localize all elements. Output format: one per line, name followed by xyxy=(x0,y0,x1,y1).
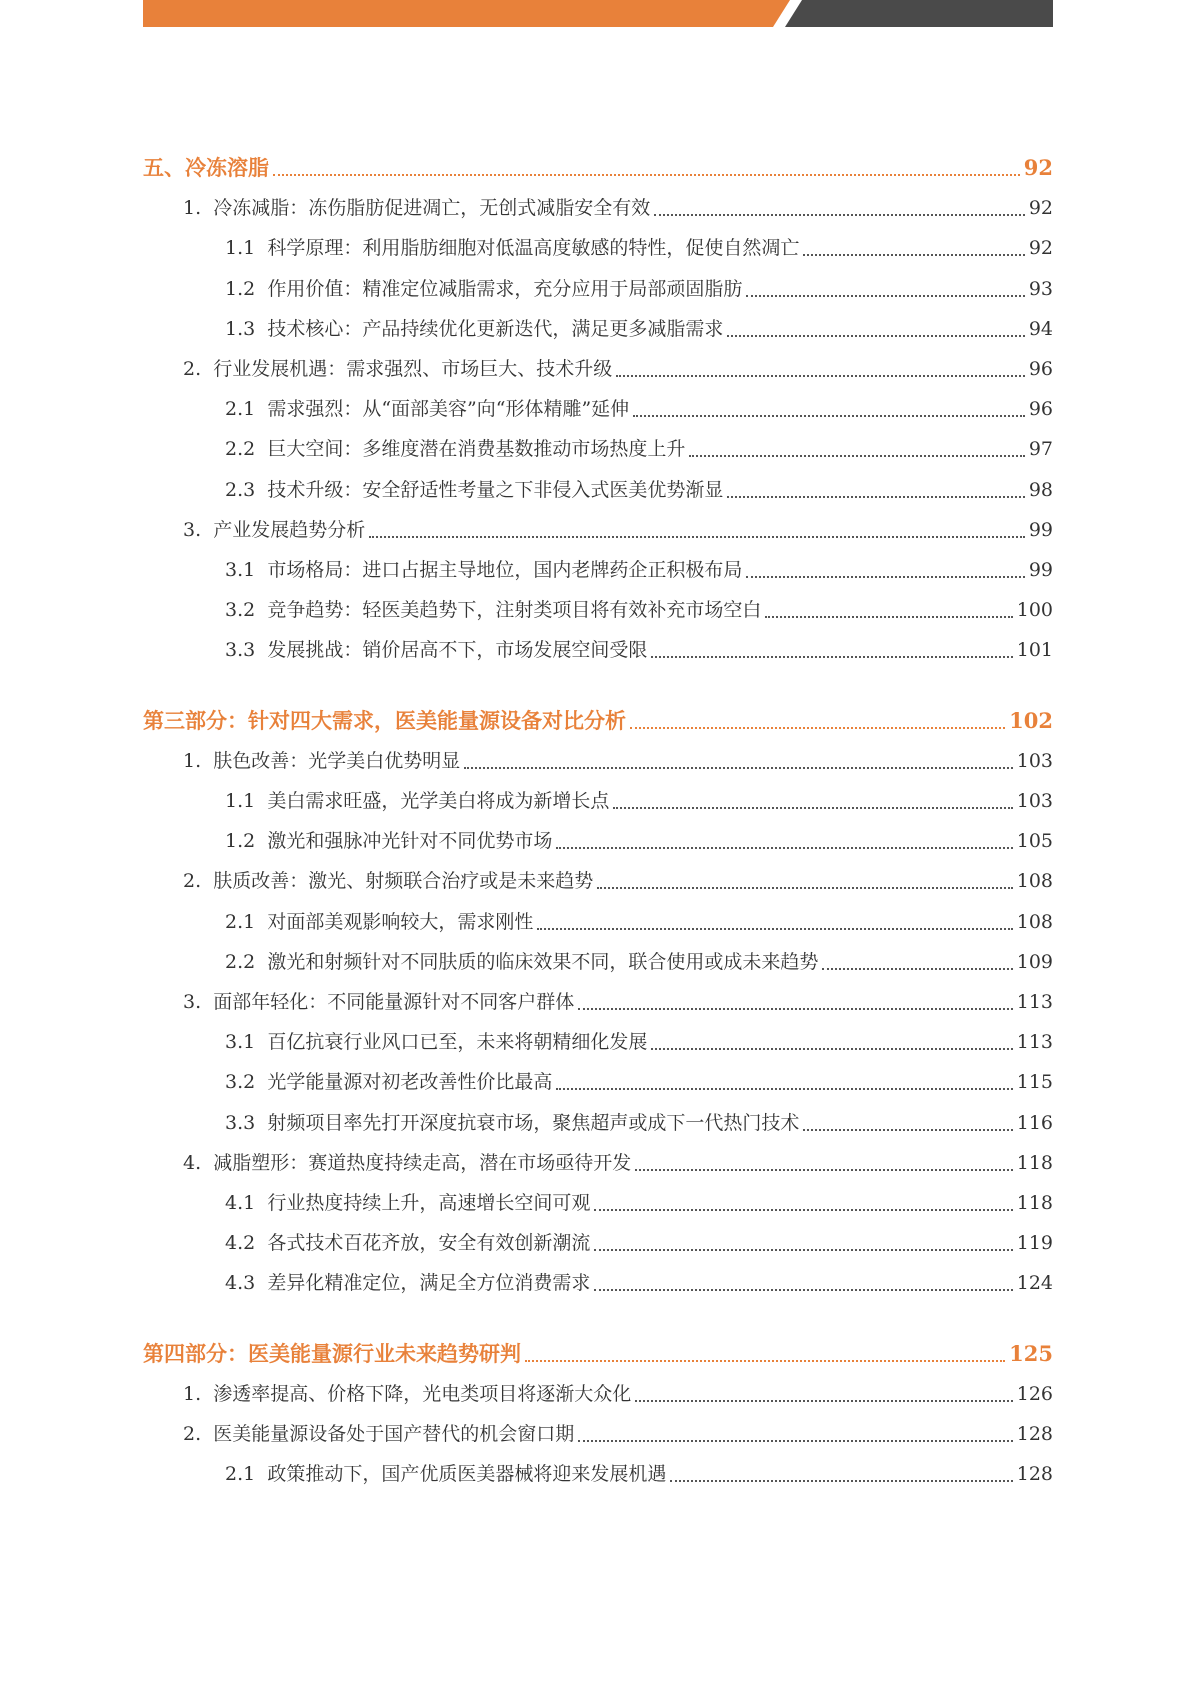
toc-sub-entry xyxy=(225,396,633,422)
toc-sub-entry xyxy=(225,788,613,814)
toc-chapter-row[interactable] xyxy=(183,748,1053,774)
toc-number: 3.2 xyxy=(225,599,256,621)
toc-sub-row[interactable] xyxy=(225,1110,1053,1136)
toc-sub-entry xyxy=(225,557,746,583)
toc-sub-entry xyxy=(225,436,689,462)
dot-leader xyxy=(746,575,1024,578)
dot-leader xyxy=(556,846,1012,849)
dot-leader xyxy=(594,1248,1012,1251)
toc-page-number: 99 xyxy=(1028,559,1053,581)
dot-leader xyxy=(616,374,1025,377)
toc-page-number: 98 xyxy=(1028,479,1053,501)
toc-page-number: 125 xyxy=(1009,1341,1053,1366)
dot-leader xyxy=(651,1047,1012,1050)
toc-page-number: 113 xyxy=(1016,991,1053,1013)
toc-chapter-entry xyxy=(183,517,369,543)
toc-title: 市场格局：进口占据主导地位，国内老牌药企正积极布局 xyxy=(267,559,743,581)
dot-leader xyxy=(369,535,1025,538)
toc-page-number: 94 xyxy=(1028,318,1053,340)
dot-leader xyxy=(613,806,1012,809)
toc-sub-row[interactable] xyxy=(225,788,1053,814)
toc-number: 1. xyxy=(183,750,202,772)
dot-leader xyxy=(803,253,1024,256)
toc-number: 1.3 xyxy=(225,318,256,340)
toc-number: 2.2 xyxy=(225,951,256,973)
toc-sub-entry xyxy=(225,909,537,935)
toc-sub-entry xyxy=(225,477,727,503)
toc-chapter-row[interactable] xyxy=(183,1150,1053,1176)
toc-title: 政策推动下，国产优质医美器械将迎来发展机遇 xyxy=(267,1463,667,1485)
toc-section-row[interactable] xyxy=(143,1341,1053,1367)
toc-title: 发展挑战：销价居高不下，市场发展空间受限 xyxy=(267,639,648,661)
toc-number: 1.1 xyxy=(225,237,256,259)
toc-chapter-row[interactable] xyxy=(183,1421,1053,1447)
toc-title: 面部年轻化：不同能量源针对不同客户群体 xyxy=(213,991,575,1013)
toc-sub-entry xyxy=(225,949,822,975)
toc-chapter-entry xyxy=(183,356,616,382)
dot-leader xyxy=(746,294,1024,297)
toc-section-entry xyxy=(143,1341,525,1367)
toc-sub-row[interactable] xyxy=(225,637,1053,663)
toc-sub-row[interactable] xyxy=(225,1230,1053,1256)
toc-title: 需求强烈：从“面部美容”向“形体精雕”延伸 xyxy=(267,398,630,420)
toc-title: 行业热度持续上升，高速增长空间可观 xyxy=(267,1192,591,1214)
toc-sub-row[interactable] xyxy=(225,1029,1053,1055)
toc-chapter-entry xyxy=(183,195,654,221)
toc-chapter-row[interactable] xyxy=(183,989,1053,1015)
toc-title: 技术核心：产品持续优化更新迭代，满足更多减脂需求 xyxy=(267,318,724,340)
toc-sub-row[interactable] xyxy=(225,1190,1053,1216)
toc-sub-row[interactable] xyxy=(225,235,1053,261)
toc-number: 3.3 xyxy=(225,639,256,661)
dot-leader xyxy=(578,1007,1012,1010)
toc-page-number: 92 xyxy=(1028,237,1053,259)
toc-sub-row[interactable] xyxy=(225,477,1053,503)
toc-section-entry xyxy=(143,155,273,181)
toc-sub-entry xyxy=(225,1270,594,1296)
toc-title: 渗透率提高、价格下降，光电类项目将逐渐大众化 xyxy=(213,1383,632,1405)
toc-number: 2. xyxy=(183,1423,202,1445)
toc-page-number: 96 xyxy=(1028,398,1053,420)
dot-leader xyxy=(635,1168,1012,1171)
dot-leader xyxy=(689,454,1024,457)
toc-number: 3.2 xyxy=(225,1071,256,1093)
toc-title: 竞争趋势：轻医美趋势下，注射类项目将有效补充市场空白 xyxy=(267,599,762,621)
toc-number: 2.1 xyxy=(225,398,256,420)
toc-page-number: 126 xyxy=(1016,1383,1053,1405)
toc-page-number: 118 xyxy=(1016,1152,1053,1174)
toc-number: 3.1 xyxy=(225,1031,256,1053)
toc-title: 减脂塑形：赛道热度持续走高，潜在市场亟待开发 xyxy=(213,1152,632,1174)
toc-number: 1.2 xyxy=(225,278,256,300)
toc-title: 第三部分：针对四大需求，医美能量源设备对比分析 xyxy=(143,709,626,733)
toc-page-number: 93 xyxy=(1028,278,1053,300)
toc-number: 1. xyxy=(183,197,202,219)
toc-sub-entry xyxy=(225,1461,670,1487)
toc-title: 作用价值：精准定位减脂需求，充分应用于局部顽固脂肪 xyxy=(267,278,743,300)
toc-page-number: 97 xyxy=(1028,438,1053,460)
toc-sub-entry xyxy=(225,1230,594,1256)
toc-page-number: 128 xyxy=(1016,1463,1053,1485)
toc-title: 巨大空间：多维度潜在消费基数推动市场热度上升 xyxy=(267,438,686,460)
toc-title: 射频项目率先打开深度抗衰市场，聚焦超声或成下一代热门技术 xyxy=(267,1112,800,1134)
toc-title: 对面部美观影响较大，需求刚性 xyxy=(267,911,534,933)
toc-title: 差异化精准定位，满足全方位消费需求 xyxy=(267,1272,591,1294)
toc-title: 激光和射频针对不同肤质的临床效果不同，联合使用或成未来趋势 xyxy=(267,951,819,973)
toc-chapter-entry xyxy=(183,868,597,894)
dot-leader xyxy=(525,1359,1005,1362)
toc-section-entry xyxy=(143,708,630,734)
toc-title: 各式技术百花齐放，安全有效创新潮流 xyxy=(267,1232,591,1254)
dot-leader xyxy=(803,1128,1012,1131)
toc-page-number: 113 xyxy=(1016,1031,1053,1053)
toc-title: 肤色改善：光学美白优势明显 xyxy=(213,750,461,772)
toc-chapter-entry xyxy=(183,989,578,1015)
toc-sub-row[interactable] xyxy=(225,436,1053,462)
toc-sub-row[interactable] xyxy=(225,909,1053,935)
toc-number: 1. xyxy=(183,1383,202,1405)
dot-leader xyxy=(670,1479,1012,1482)
toc-sub-row[interactable] xyxy=(225,316,1053,342)
toc-title: 行业发展机遇：需求强烈、市场巨大、技术升级 xyxy=(213,358,613,380)
toc-title: 技术升级：安全舒适性考量之下非侵入式医美优势渐显 xyxy=(267,479,724,501)
toc-chapter-entry xyxy=(183,1381,635,1407)
toc-sub-row[interactable] xyxy=(225,949,1053,975)
dot-leader xyxy=(273,173,1020,176)
toc-sub-row[interactable] xyxy=(225,828,1053,854)
dot-leader xyxy=(633,414,1025,417)
dot-leader xyxy=(537,927,1012,930)
toc-page-number: 103 xyxy=(1016,750,1053,772)
toc-chapter-row[interactable] xyxy=(183,1381,1053,1407)
toc-sub-entry xyxy=(225,597,765,623)
toc-page-number: 103 xyxy=(1016,790,1053,812)
toc-title: 激光和强脉冲光针对不同优势市场 xyxy=(267,830,553,852)
toc-sub-entry xyxy=(225,637,651,663)
toc-sub-entry xyxy=(225,316,727,342)
toc-page-number: 116 xyxy=(1016,1112,1053,1134)
toc-page-number: 99 xyxy=(1028,519,1053,541)
toc-page-number: 92 xyxy=(1028,197,1053,219)
toc-title: 光学能量源对初老改善性价比最高 xyxy=(267,1071,553,1093)
toc-title: 百亿抗衰行业风口已至，未来将朝精细化发展 xyxy=(267,1031,648,1053)
toc-title: 医美能量源设备处于国产替代的机会窗口期 xyxy=(213,1423,575,1445)
toc-number: 3. xyxy=(183,519,202,541)
toc-sub-entry xyxy=(225,1069,556,1095)
dot-leader xyxy=(727,334,1024,337)
toc-title: 第四部分：医美能量源行业未来趋势研判 xyxy=(143,1342,521,1366)
toc-chapter-row[interactable] xyxy=(183,356,1053,382)
toc-chapter-row[interactable] xyxy=(183,517,1053,543)
toc-chapter-entry xyxy=(183,1421,578,1447)
toc-sub-row[interactable] xyxy=(225,1069,1053,1095)
dot-leader xyxy=(651,655,1012,658)
dot-leader xyxy=(654,213,1025,216)
dot-leader xyxy=(594,1288,1012,1291)
toc-page-number: 128 xyxy=(1016,1423,1053,1445)
toc-chapter-row[interactable] xyxy=(183,868,1053,894)
toc-number: 3. xyxy=(183,991,202,1013)
toc-title: 五、冷冻溶脂 xyxy=(143,156,269,180)
toc-number: 3.3 xyxy=(225,1112,256,1134)
toc-chapter-entry xyxy=(183,748,464,774)
dot-leader xyxy=(822,967,1012,970)
toc-page-number: 100 xyxy=(1016,599,1053,621)
dot-leader xyxy=(597,886,1012,889)
toc-title: 冷冻减脂：冻伤脂肪促进凋亡，无创式减脂安全有效 xyxy=(213,197,651,219)
toc-number: 4.1 xyxy=(225,1192,256,1214)
dot-leader xyxy=(578,1439,1012,1442)
toc-number: 2. xyxy=(183,870,202,892)
toc-number: 2. xyxy=(183,358,202,380)
toc-page-number: 101 xyxy=(1016,639,1053,661)
toc-sub-row[interactable] xyxy=(225,557,1053,583)
toc-page-number: 118 xyxy=(1016,1192,1053,1214)
toc-title: 肤质改善：激光、射频联合治疗或是未来趋势 xyxy=(213,870,594,892)
dot-leader xyxy=(765,615,1012,618)
toc-sub-entry xyxy=(225,1029,651,1055)
toc-sub-entry xyxy=(225,235,803,261)
toc-sub-entry xyxy=(225,1110,803,1136)
dot-leader xyxy=(727,495,1024,498)
toc-number: 1.2 xyxy=(225,830,256,852)
toc-page-number: 92 xyxy=(1023,155,1053,180)
toc-number: 4. xyxy=(183,1152,202,1174)
toc-number: 2.3 xyxy=(225,479,256,501)
dot-leader xyxy=(556,1087,1012,1090)
toc-sub-row[interactable] xyxy=(225,276,1053,302)
toc-title: 科学原理：利用脂肪细胞对低温高度敏感的特性，促使自然凋亡 xyxy=(267,237,800,259)
toc-number: 4.2 xyxy=(225,1232,256,1254)
toc-page-number: 124 xyxy=(1016,1272,1053,1294)
toc-sub-row[interactable] xyxy=(225,597,1053,623)
toc-page-number: 102 xyxy=(1009,708,1053,733)
toc-number: 3.1 xyxy=(225,559,256,581)
dot-leader xyxy=(635,1399,1012,1402)
toc-title: 美白需求旺盛，光学美白将成为新增长点 xyxy=(267,790,610,812)
toc-page-number: 109 xyxy=(1016,951,1053,973)
toc-number: 2.1 xyxy=(225,911,256,933)
toc-number: 1.1 xyxy=(225,790,256,812)
toc-number: 2.1 xyxy=(225,1463,256,1485)
toc-title: 产业发展趋势分析 xyxy=(213,519,366,541)
dot-leader xyxy=(464,766,1012,769)
toc-page-number: 105 xyxy=(1016,830,1053,852)
toc-sub-entry xyxy=(225,828,556,854)
toc-sub-entry xyxy=(225,1190,594,1216)
toc-chapter-row[interactable] xyxy=(183,195,1053,221)
dot-leader xyxy=(594,1208,1012,1211)
dot-leader xyxy=(630,726,1005,729)
toc-page-number: 108 xyxy=(1016,911,1053,933)
toc-section-row[interactable] xyxy=(143,155,1053,181)
toc-number: 4.3 xyxy=(225,1272,256,1294)
toc-chapter-entry xyxy=(183,1150,635,1176)
toc-sub-row[interactable] xyxy=(225,1270,1053,1296)
toc-number: 2.2 xyxy=(225,438,256,460)
toc-page-number: 96 xyxy=(1028,358,1053,380)
toc-sub-entry xyxy=(225,276,746,302)
toc-page-number: 115 xyxy=(1016,1071,1053,1093)
toc-section-row[interactable] xyxy=(143,708,1053,734)
toc-page-number: 119 xyxy=(1016,1232,1053,1254)
toc-sub-row[interactable] xyxy=(225,1461,1053,1487)
toc-page-number: 108 xyxy=(1016,870,1053,892)
toc-sub-row[interactable] xyxy=(225,396,1053,422)
